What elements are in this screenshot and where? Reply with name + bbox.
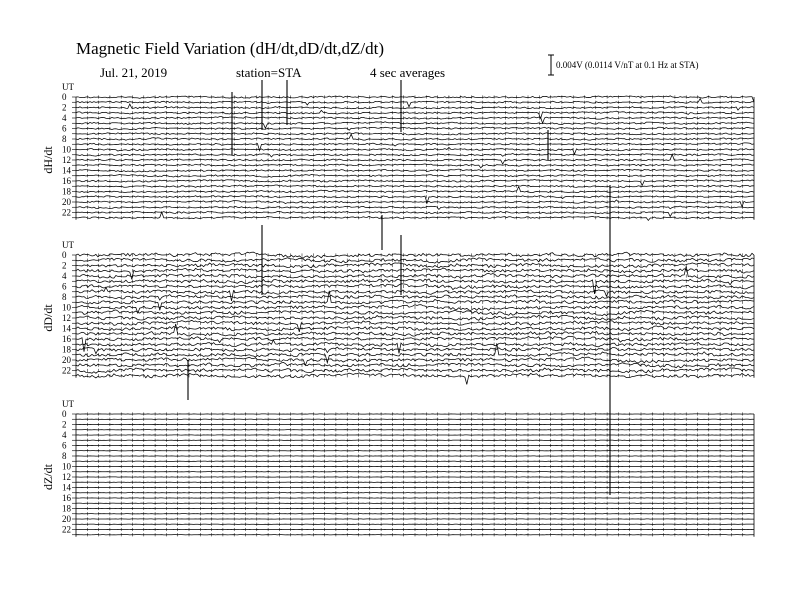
chart-date: Jul. 21, 2019 — [100, 65, 168, 80]
hour-tick-label: 4 — [62, 430, 67, 440]
hour-tick-label: 2 — [62, 419, 67, 430]
scale-bar — [548, 55, 554, 75]
hour-tick-label: 0 — [62, 92, 67, 102]
hour-tick-label: 20 — [62, 197, 71, 207]
averaging-label: 4 sec averages — [370, 65, 446, 80]
hour-tick-label: 10 — [62, 461, 71, 472]
hour-tick-label: 0 — [62, 250, 67, 260]
hour-tick-label: 4 — [62, 271, 67, 281]
hour-tick-label: 20 — [62, 514, 71, 524]
hour-tick-label: 0 — [62, 409, 67, 419]
hour-tick-label: 12 — [62, 155, 71, 165]
hour-tick-label: 6 — [62, 281, 67, 292]
minute-grid — [87, 269, 742, 272]
hour-tick-label: 16 — [62, 334, 71, 344]
hour-tick-label: 2 — [62, 102, 67, 113]
hour-tick-label: 10 — [62, 144, 71, 155]
hour-tick-label: 18 — [62, 186, 71, 197]
ut-label: UT — [62, 240, 74, 250]
panel-label: dH/dt — [41, 146, 55, 174]
hour-tick-label: 20 — [62, 355, 71, 365]
panel-label: dD/dt — [41, 304, 55, 332]
panel-label: dZ/dt — [41, 464, 55, 490]
hour-tick-label: 14 — [62, 323, 71, 334]
hour-tick-label: 16 — [62, 176, 71, 186]
station-label: station=STA — [236, 65, 302, 80]
hour-tick-label: 12 — [62, 472, 71, 482]
hour-tick-label: 2 — [62, 260, 67, 271]
scale-note: 0.004V (0.0114 V/nT at 0.1 Hz at STA) — [556, 60, 699, 70]
panel-0 — [72, 95, 754, 219]
hour-tick-label: 18 — [62, 503, 71, 514]
hour-tick-label: 12 — [62, 313, 71, 323]
minute-grid — [87, 306, 742, 309]
hour-tick-label: 4 — [62, 113, 67, 123]
hour-tick-label: 10 — [62, 302, 71, 313]
ut-label: UT — [62, 82, 74, 92]
hour-tick-label: 8 — [62, 134, 67, 144]
chart-title: Magnetic Field Variation (dH/dt,dD/dt,dZ/dt) — [76, 39, 385, 58]
trace-hour-17 — [76, 340, 754, 353]
hour-tick-label: 6 — [62, 123, 67, 134]
hour-tick-label: 8 — [62, 451, 67, 461]
hour-tick-label: 14 — [62, 482, 71, 493]
ut-label: UT — [62, 399, 74, 409]
hour-tick-label: 8 — [62, 292, 67, 302]
hour-tick-label: 22 — [62, 524, 71, 535]
hour-tick-label: 14 — [62, 165, 71, 176]
hour-tick-label: 22 — [62, 207, 71, 218]
trace-hour-7 — [76, 287, 754, 301]
hour-tick-label: 6 — [62, 440, 67, 451]
hour-tick-label: 18 — [62, 344, 71, 355]
hour-tick-label: 22 — [62, 365, 71, 376]
hour-tick-label: 16 — [62, 493, 71, 503]
panel-2 — [72, 412, 754, 536]
